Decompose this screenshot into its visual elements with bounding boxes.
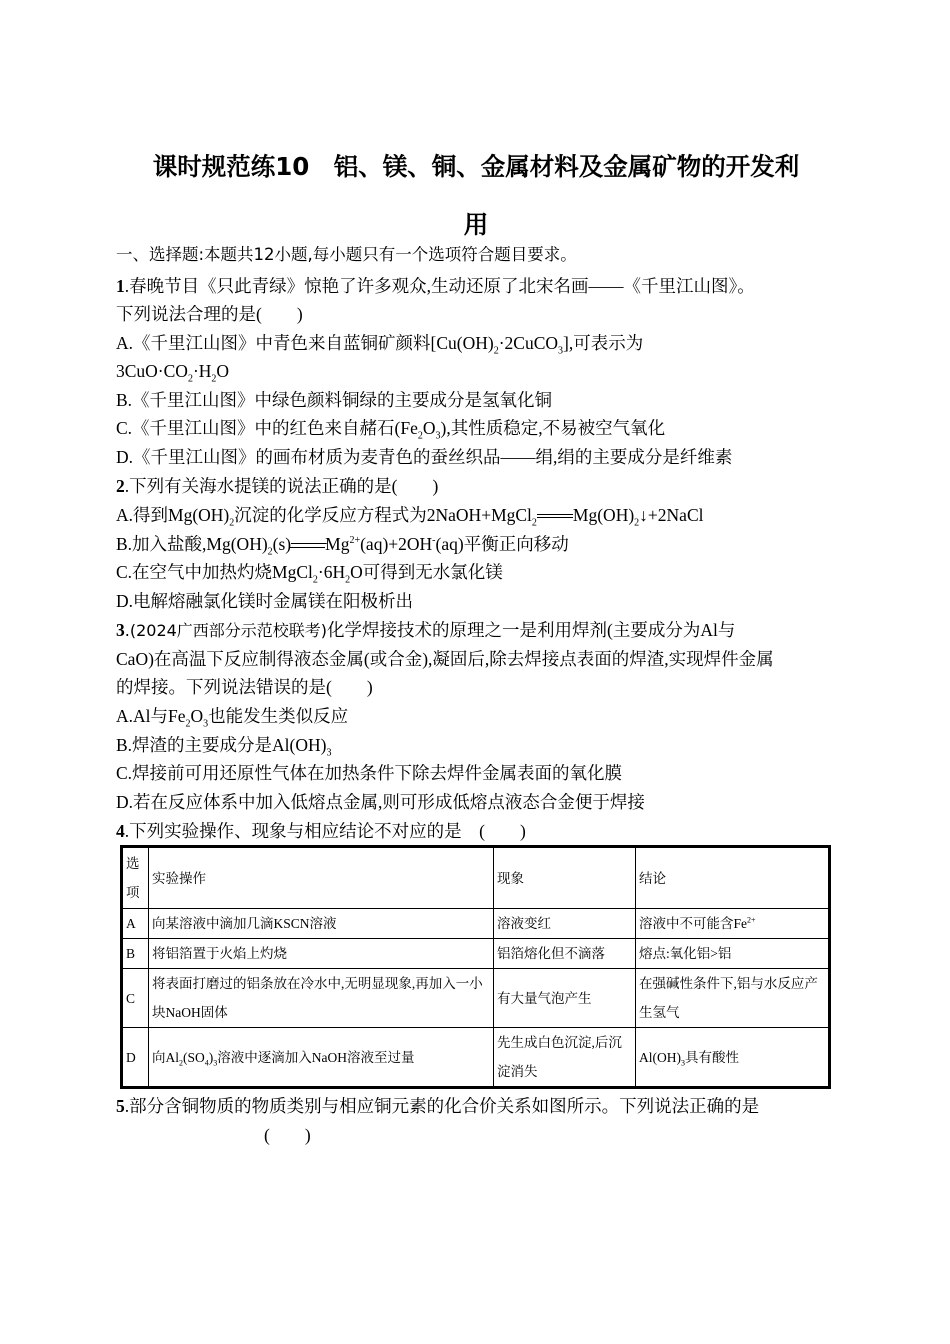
equals-arrow-icon: [537, 512, 573, 522]
q1-stem: [116, 272, 755, 300]
q5-stem: [116, 1092, 759, 1120]
q4-stem: [116, 817, 526, 845]
row-phenomenon: 铝箔熔化但不滴落: [494, 939, 636, 969]
q3-a-sub-1: 2: [185, 718, 191, 730]
row-conclusion: [636, 1028, 830, 1088]
q1-c-text-1: C.《千里江山图》中的红色来自赭石(Fe: [116, 418, 418, 438]
q1-a-text-2: ·2CuCO: [498, 333, 559, 353]
header-operation: 实验操作: [149, 847, 494, 909]
row-op-sub-2: 4: [204, 1058, 209, 1068]
row-conclusion: 在强碱性条件下,铝与水反应产生氢气: [636, 969, 830, 1028]
q1-a-text-1: A.《千里江山图》中青色来自蓝铜矿颜料[Cu(OH): [116, 333, 494, 353]
q2-option-c: [116, 558, 503, 586]
header-phenomenon: 现象: [494, 847, 636, 909]
q3-option-a: [116, 702, 348, 730]
q3-a-sub-2: 3: [203, 718, 209, 730]
q2-b-text-3: Mg: [325, 534, 350, 554]
row-con-text-1: Al(OH): [639, 1049, 681, 1065]
q2-b-text-4: (aq)+2OH: [360, 534, 433, 554]
q2-b-sup-2: -: [432, 535, 436, 547]
q2-a-sub-3: 2: [634, 517, 640, 529]
table-row: [122, 939, 830, 969]
q1-option-b: B.《千里江山图》中绿色颜料铜绿的主要成分是氢氧化铜: [116, 390, 553, 410]
q4-number: 4: [116, 821, 125, 841]
q3-a-text-2: O: [190, 706, 204, 726]
q1-option-a-2: [116, 357, 229, 385]
row-conclusion-text: 溶液中不可能含Fe: [639, 916, 747, 931]
q5-number: 5: [116, 1096, 125, 1116]
q2-option-a: [116, 501, 703, 529]
q1-a-sub-2: 3: [558, 345, 564, 357]
q4-stem-text: .下列实验操作、现象与相应结论不对应的是 ( ): [124, 821, 526, 841]
page-title: [116, 138, 836, 254]
q2-stem-text: .下列有关海水提镁的说法正确的是( ): [124, 476, 439, 496]
q1-a2-text-3: O: [216, 361, 230, 381]
q3-b-text-1: B.焊渣的主要成分是Al(OH): [116, 735, 327, 755]
row-phenomenon: 溶液变红: [494, 909, 636, 939]
row-op-text-3: ): [208, 1049, 214, 1065]
q3-stem: [116, 616, 735, 645]
header-option-text: 选项: [126, 856, 140, 900]
q5-stem-text: .部分含铜物质的物质类别与相应铜元素的化合价关系如图所示。下列说法正确的是: [124, 1096, 760, 1116]
q2-b-text-1: B.加入盐酸,Mg(OH): [116, 534, 268, 554]
q1-stem-text: .春晚节目《只此青绿》惊艳了许多观众,生动还原了北宋名画——《千里江山图》。: [124, 276, 755, 296]
q2-option-b: [116, 530, 569, 558]
row-operation: 将表面打磨过的铝条放在冷水中,无明显现象,再加入一小块NaOH固体: [149, 969, 494, 1028]
q2-c-text-2: ·6H: [317, 562, 346, 582]
row-con-text-2: 具有酸性: [685, 1049, 739, 1065]
q2-a-text-2: 沉淀的化学反应方程式为2NaOH+MgCl: [234, 505, 532, 525]
row-conclusion: 熔点:氧化铝>铝: [636, 939, 830, 969]
q1-c-text-2: O: [422, 418, 436, 438]
header-option: [122, 847, 149, 909]
q1-a-text-3: ],可表示为: [563, 333, 644, 353]
q2-c-text-3: O可得到无水氯化镁: [350, 562, 503, 582]
q1-a2-text-1: 3CuO·CO: [116, 361, 188, 381]
table-header-row: [122, 847, 830, 909]
q1-a-sub-1: 2: [493, 345, 499, 357]
q1-a2-sub-2: 2: [211, 373, 217, 385]
q2-a-sub-2: 2: [531, 517, 537, 529]
q2-number: 2: [116, 476, 125, 496]
q2-stem: [116, 472, 438, 500]
q3-option-b: [116, 731, 331, 759]
q3-option-c: C.焊接前可用还原性气体在加热条件下除去焊件金属表面的氧化膜: [116, 763, 623, 783]
q3-stem-2: CaO)在高温下反应制得液态金属(或合金),凝固后,除去焊接点表面的焊渣,实现焊件金属: [116, 649, 774, 669]
q2-b-sub-1: 2: [267, 546, 273, 558]
row-op-text-4: 溶液中逐滴加入NaOH溶液至过量: [217, 1049, 415, 1065]
q2-a-sub-1: 2: [229, 517, 235, 529]
q1-c-sub-2: 3: [435, 430, 441, 442]
q3-a-text-3: 也能发生类似反应: [208, 706, 349, 726]
row-con-sub-1: 3: [681, 1058, 685, 1068]
q2-c-text-1: C.在空气中加热灼烧MgCl: [116, 562, 313, 582]
row-option: A: [122, 909, 149, 939]
title-line-1: 课时规范练10 铝、镁、铜、金属材料及金属矿物的开发利: [152, 152, 800, 181]
q1-number: 1: [116, 276, 125, 296]
q3-stem-text-1: 化学焊接技术的原理之一是利用焊剂(主要成分为Al与: [327, 620, 736, 640]
header-conclusion: 结论: [636, 847, 830, 909]
q1-option-d: D.《千里江山图》的画布材质为麦青色的蚕丝织品——绢,绢的主要成分是纤维素: [116, 447, 733, 467]
table-row: [122, 909, 830, 939]
reversible-arrow-icon: [291, 540, 325, 552]
table-row: [122, 1028, 830, 1088]
row-op-sub-1: 2: [179, 1058, 183, 1068]
row-option: C: [122, 969, 149, 1028]
q2-b-text-5: (aq)平衡正向移动: [435, 534, 569, 554]
row-phenomenon: 有大量气泡产生: [494, 969, 636, 1028]
row-phenomenon: 先生成白色沉淀,后沉淀消失: [494, 1028, 636, 1088]
q1-a2-sub-1: 2: [187, 373, 193, 385]
row-conclusion: [636, 909, 830, 939]
q1-c-sub-1: 2: [417, 430, 423, 442]
experiment-table: [120, 845, 831, 1089]
title-line-2: 用: [463, 210, 489, 239]
q1-option-c: [116, 414, 665, 442]
q3-number: 3: [116, 620, 125, 640]
row-conclusion-sup: 2+: [747, 915, 756, 925]
q2-b-sup-1: 2+: [349, 535, 361, 547]
q1-option-a: [116, 329, 643, 357]
row-op-text-2: (SO: [183, 1049, 205, 1065]
q2-a-text-3: Mg(OH): [572, 505, 635, 525]
row-option: D: [122, 1028, 149, 1088]
table-row: [122, 969, 830, 1028]
q3-stem-3: 的焊接。下列说法错误的是( ): [116, 677, 373, 697]
q1-c-text-3: ),其性质稳定,不易被空气氧化: [440, 418, 666, 438]
row-operation: [149, 1028, 494, 1088]
row-op-text-1: 向Al: [152, 1049, 179, 1065]
q2-c-sub-1: 2: [312, 574, 318, 586]
row-operation: 将铝箔置于火焰上灼烧: [149, 939, 494, 969]
q3-option-d: D.若在反应体系中加入低熔点金属,则可形成低熔点液态合金便于焊接: [116, 792, 645, 812]
row-option: B: [122, 939, 149, 969]
q2-option-d: D.电解熔融氯化镁时金属镁在阳极析出: [116, 591, 414, 611]
q5-blank: ( ): [264, 1125, 311, 1145]
section-heading: 一、选择题:本题共12小题,每小题只有一个选项符合题目要求。: [116, 245, 577, 264]
q1-stem-2: 下列说法合理的是( ): [116, 304, 303, 324]
row-operation: 向某溶液中滴加几滴KSCN溶液: [149, 909, 494, 939]
q3-a-text-1: A.Al与Fe: [116, 706, 186, 726]
q2-a-text-4: ↓+2NaCl: [639, 505, 704, 525]
q3-source: .(2024广西部分示范校联考): [124, 621, 328, 640]
q2-a-text-1: A.得到Mg(OH): [116, 505, 230, 525]
q1-a2-text-2: ·H: [192, 361, 212, 381]
q2-c-sub-2: 2: [345, 574, 351, 586]
q3-b-sub-1: 3: [326, 747, 332, 759]
q2-b-text-2: (s): [272, 534, 292, 554]
row-op-sub-3: 3: [213, 1058, 218, 1068]
